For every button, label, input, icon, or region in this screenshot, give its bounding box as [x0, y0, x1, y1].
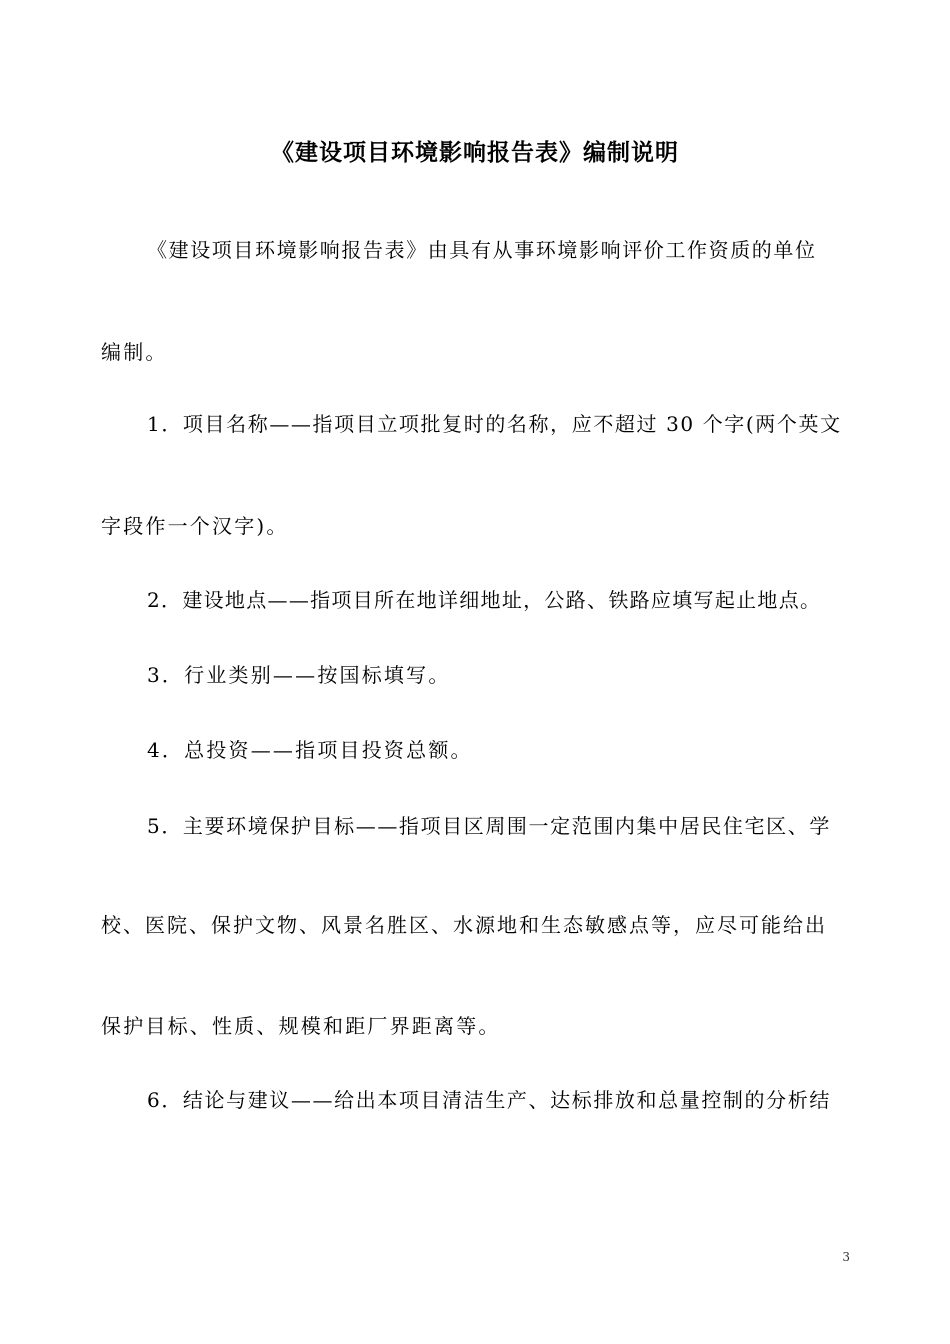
- item-5-line-1: 5．主要环境保护目标——指项目区周围一定范围内集中居民住宅区、学: [147, 814, 831, 838]
- paragraph-intro-line-2: 编制。: [101, 340, 168, 364]
- item-6-line-1: 6．结论与建议——给出本项目清洁生产、达标排放和总量控制的分析结: [147, 1088, 831, 1112]
- item-1-line-1: 1．项目名称——指项目立项批复时的名称，应不超过 30 个字(两个英文: [147, 412, 842, 436]
- item-2: 2．建设地点——指项目所在地详细地址，公路、铁路应填写起止地点。: [147, 588, 822, 612]
- page-number: 3: [842, 1250, 850, 1264]
- item-1-line-2: 字段作一个汉字)。: [101, 514, 289, 538]
- paragraph-intro-line-1: 《建设项目环境影响报告表》由具有从事环境影响评价工作资质的单位: [147, 238, 817, 262]
- item-4: 4．总投资——指项目投资总额。: [147, 738, 473, 762]
- document-title: 《建设项目环境影响报告表》编制说明: [271, 139, 679, 166]
- item-5-line-2: 校、医院、保护文物、风景名胜区、水源地和生态敏感点等，应尽可能给出: [101, 913, 827, 937]
- item-3: 3．行业类别——按国标填写。: [147, 663, 451, 687]
- item-5-line-3: 保护目标、性质、规模和距厂界距离等。: [101, 1014, 501, 1038]
